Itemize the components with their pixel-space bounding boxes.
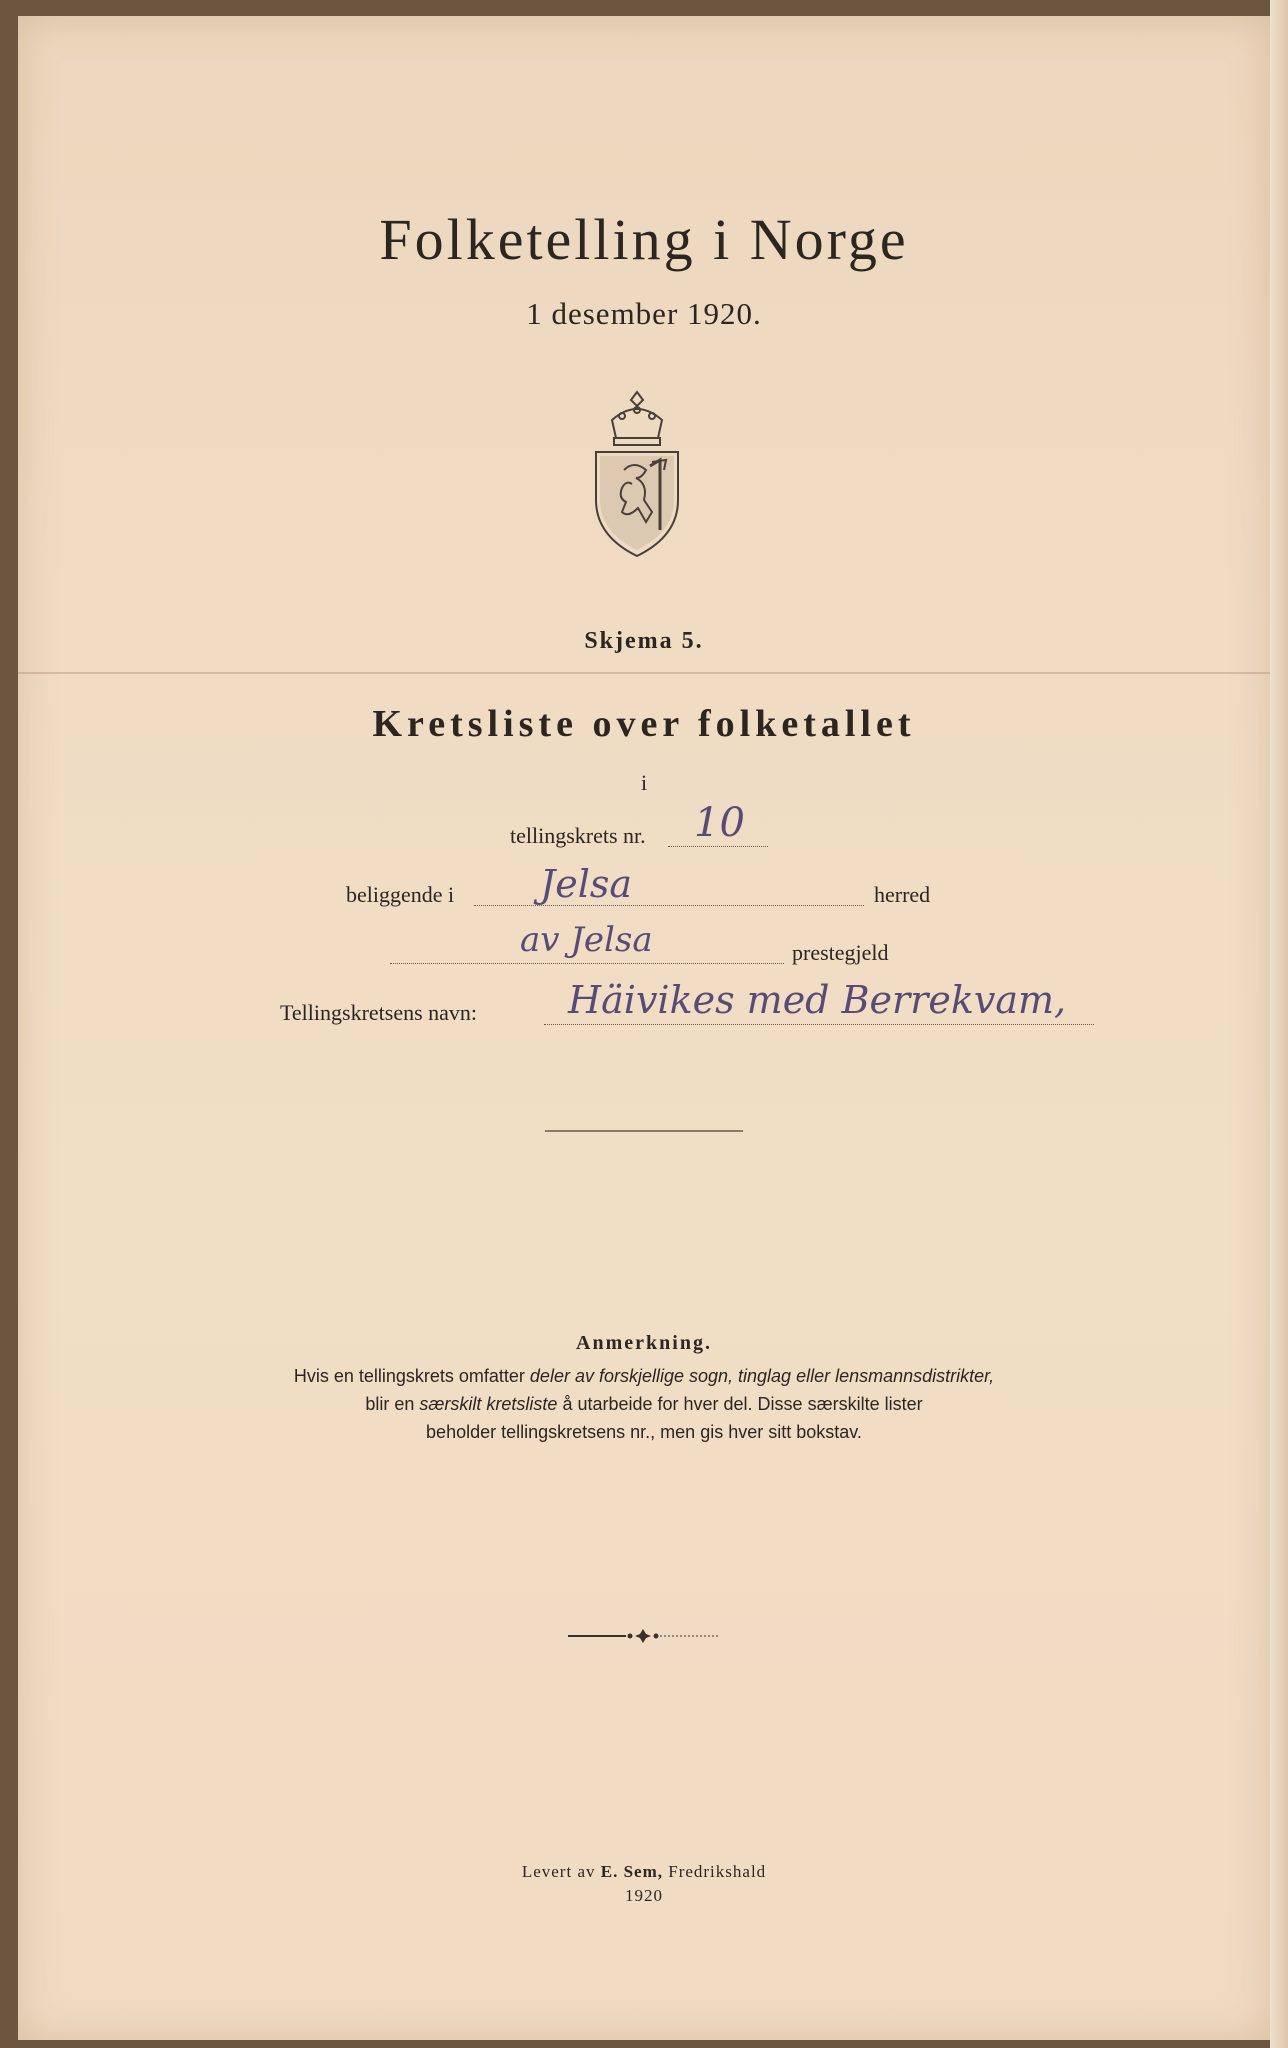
krets-field-line (668, 846, 768, 847)
printer-text-a: Levert av (521, 1862, 601, 1881)
schema-number: Skjema 5. (584, 628, 704, 654)
note-line-2 (0, 1390, 1288, 1418)
prestegjeld-label: prestegjeld (792, 940, 889, 965)
note-line-2-c: å utarbeide for hver del. Disse særskilte lister (557, 1394, 923, 1414)
herred-label: herred (874, 882, 931, 907)
krets-label: tellingskrets nr. (510, 823, 646, 848)
note-text (0, 1362, 1288, 1446)
krets-number-field[interactable]: 10 (694, 800, 745, 846)
note-line-2-a: blir en (365, 1394, 420, 1414)
krets-name-field[interactable]: Häivikes med Berrekvam, (568, 978, 1067, 1022)
krets-name-label: Tellingskretsens navn: (280, 1000, 478, 1025)
note-line-1 (0, 1362, 1288, 1390)
prestegjeld-field-line (390, 963, 784, 964)
form-title: Folketelling i Norge (379, 207, 909, 272)
prestegjeld-field[interactable]: av Jelsa (520, 920, 653, 960)
note-line-2-b: særskilt kretsliste (419, 1394, 558, 1414)
herred-field-line (474, 905, 864, 906)
printer-name: E. Sem, (600, 1862, 663, 1881)
printer-text-c: Fredrikshald (662, 1862, 767, 1881)
note-line-3: beholder tellingskretsens nr., men gis hver sitt bokstav. (426, 1422, 862, 1442)
krets-name-field-line (544, 1024, 1094, 1025)
form-heading: Kretsliste over folketallet (372, 703, 916, 745)
note-line-1-b: deler av forskjellige sogn, tinglag eller lensmannsdistrikter, (529, 1366, 995, 1386)
herred-field[interactable]: Jelsa (540, 862, 633, 906)
printer-imprint (0, 1862, 1288, 1882)
printer-year: 1920 (625, 1886, 663, 1905)
norwegian-coat-of-arms-icon (592, 390, 682, 560)
paper-fold-line (18, 672, 1270, 674)
beliggende-label: beliggende i (346, 882, 455, 907)
note-line-1-a: Hvis en tellingskrets omfatter (293, 1366, 530, 1386)
section-divider (545, 1130, 743, 1132)
census-date: 1 desember 1920. (526, 296, 762, 331)
note-heading: Anmerkning. (576, 1332, 712, 1354)
connector-word: i (640, 770, 648, 795)
ornament-divider-icon (568, 1628, 718, 1644)
